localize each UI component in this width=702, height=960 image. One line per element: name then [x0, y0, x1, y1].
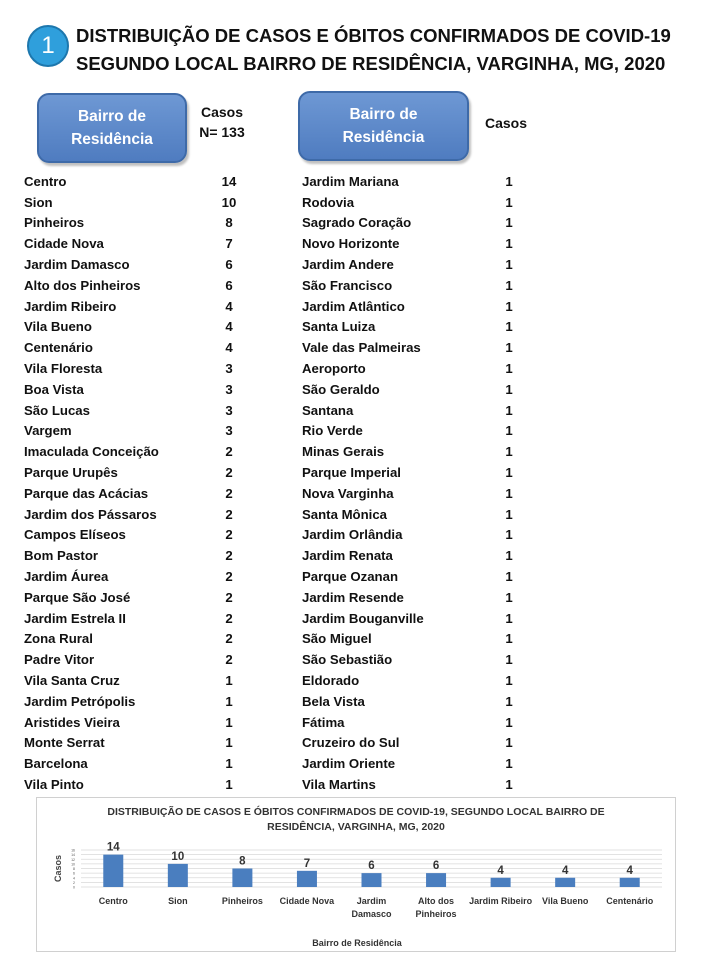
- x-tick-label: Alto dos: [418, 896, 455, 906]
- case-count: 1: [505, 402, 513, 418]
- chart-title-line-1: DISTRIBUIÇÃO DE CASOS E ÓBITOS CONFIRMADOS DE COVID-19, SEGUNDO LOCAL BAIRRO DE: [107, 806, 605, 818]
- case-count: 1: [225, 673, 233, 689]
- neighborhood-name: São Geraldo: [302, 381, 380, 397]
- neighborhood-name: Jardim Andere: [302, 257, 394, 273]
- data-label: 10: [171, 850, 185, 863]
- right-header-line-2: Residência: [342, 129, 425, 146]
- neighborhood-name: Nova Varginha: [302, 485, 394, 501]
- table-row: [24, 275, 264, 296]
- case-count: 1: [505, 485, 513, 501]
- case-count: 1: [505, 506, 513, 522]
- x-tick-label: Centenário: [606, 896, 654, 906]
- chart-container: [36, 797, 676, 952]
- case-count: 1: [505, 298, 513, 314]
- bar: [620, 878, 640, 887]
- case-count: 4: [225, 298, 233, 314]
- data-label: 4: [497, 864, 504, 877]
- case-count: 2: [225, 506, 233, 522]
- data-label: 6: [368, 860, 375, 873]
- case-count: 4: [225, 319, 233, 335]
- table-row: [24, 629, 264, 650]
- badge: 1: [27, 25, 69, 67]
- table-row: [302, 171, 542, 192]
- neighborhood-name: Jardim dos Pássaros: [24, 506, 157, 522]
- table-row: [24, 649, 264, 670]
- neighborhood-name: Eldorado: [302, 673, 360, 689]
- case-count: 2: [225, 589, 233, 605]
- neighborhood-name: Alto dos Pinheiros: [24, 277, 141, 293]
- bar: [491, 878, 511, 887]
- case-count: 1: [505, 548, 513, 564]
- case-count: 1: [505, 277, 513, 293]
- table-row: [24, 192, 264, 213]
- y-tick-label: 2: [73, 880, 75, 885]
- table-row: [24, 670, 264, 691]
- table-row: [24, 421, 264, 442]
- neighborhood-name: Cidade Nova: [24, 236, 104, 252]
- table-row: [24, 379, 264, 400]
- table-row: [24, 483, 264, 504]
- table-row: [302, 629, 542, 650]
- neighborhood-name: Parque São José: [24, 589, 131, 605]
- case-count: 8: [225, 215, 233, 231]
- case-count: 1: [225, 735, 233, 751]
- table-row: [24, 171, 264, 192]
- table-row: [24, 545, 264, 566]
- neighborhood-name: São Sebastião: [302, 652, 393, 668]
- table-row: [302, 317, 542, 338]
- data-label: 4: [626, 864, 633, 877]
- table-row: [302, 358, 542, 379]
- left-header-line-1: Bairro de: [77, 108, 147, 125]
- case-count: 2: [225, 569, 233, 585]
- neighborhood-name: São Miguel: [302, 631, 372, 647]
- neighborhood-name: Parque Ozanan: [302, 569, 399, 585]
- table-row: [24, 441, 264, 462]
- neighborhood-name: Rodovia: [302, 194, 355, 210]
- neighborhood-name: Zona Rural: [24, 631, 93, 647]
- left-header-box: [37, 93, 187, 163]
- neighborhood-name: Centenário: [24, 340, 93, 356]
- case-count: 6: [225, 277, 233, 293]
- page-title: [76, 22, 696, 78]
- x-tick-label: Damasco: [351, 909, 392, 919]
- neighborhood-name: Vale das Palmeiras: [302, 340, 421, 356]
- case-count: 1: [505, 423, 513, 439]
- table-row: [24, 358, 264, 379]
- neighborhood-name: Santa Mônica: [302, 506, 388, 522]
- table-row: [302, 192, 542, 213]
- case-count: 1: [505, 589, 513, 605]
- data-label: 8: [239, 855, 246, 868]
- bar: [103, 855, 123, 887]
- neighborhood-name: Bela Vista: [302, 693, 365, 709]
- table-row: [24, 608, 264, 629]
- table-row: [24, 296, 264, 317]
- y-tick-label: 12: [71, 857, 75, 862]
- right-table: [302, 171, 542, 795]
- neighborhood-name: Novo Horizonte: [302, 236, 400, 252]
- case-count: 1: [505, 527, 513, 543]
- case-count: 1: [505, 673, 513, 689]
- neighborhood-name: Jardim Ribeiro: [24, 298, 117, 314]
- table-row: [302, 337, 542, 358]
- title-line-2: SEGUNDO LOCAL BAIRRO DE RESIDÊNCIA, VARGINHA, MG, 2020: [76, 53, 666, 74]
- y-axis-label: Casos: [53, 854, 63, 883]
- neighborhood-name: São Francisco: [302, 277, 393, 293]
- case-count: 2: [225, 465, 233, 481]
- left-header-line-2: Residência: [71, 131, 153, 148]
- table-row: [302, 400, 542, 421]
- y-tick-label: 4: [73, 876, 75, 881]
- table-row: [302, 774, 542, 795]
- neighborhood-name: Bom Pastor: [24, 548, 99, 564]
- neighborhood-name: Monte Serrat: [24, 735, 105, 751]
- case-count: 1: [505, 693, 513, 709]
- case-count: 2: [225, 444, 233, 460]
- neighborhood-name: Vila Pinto: [24, 777, 84, 792]
- case-count: 2: [225, 610, 233, 626]
- table-row: [302, 608, 542, 629]
- case-count: 1: [505, 257, 513, 273]
- neighborhood-name: Barcelona: [24, 756, 88, 772]
- case-count: 1: [505, 777, 513, 792]
- neighborhood-name: Vila Bueno: [24, 319, 92, 335]
- case-count: 1: [505, 714, 513, 730]
- table-row: [24, 462, 264, 483]
- data-label: 7: [303, 857, 311, 870]
- case-count: 3: [225, 381, 233, 397]
- table-row: [24, 317, 264, 338]
- case-count: 2: [225, 631, 233, 647]
- neighborhood-name: Campos Elíseos: [24, 527, 126, 543]
- case-count: 1: [505, 465, 513, 481]
- case-count: 1: [505, 381, 513, 397]
- case-count: 1: [505, 340, 513, 356]
- right-header-box: [298, 91, 469, 161]
- case-count: 7: [225, 236, 233, 252]
- case-count: 1: [505, 569, 513, 585]
- table-row: [302, 275, 542, 296]
- y-tick-label: 6: [73, 871, 75, 876]
- case-count: 1: [505, 652, 513, 668]
- x-tick-label: Jardim Ribeiro: [469, 896, 533, 906]
- neighborhood-name: Vila Martins: [302, 777, 376, 792]
- case-count: 14: [221, 173, 237, 189]
- left-casos-total: N= 133: [199, 124, 245, 140]
- table-row: [302, 504, 542, 525]
- table-row: [302, 566, 542, 587]
- data-label: 6: [432, 860, 440, 873]
- bar: [426, 873, 446, 887]
- table-row: [24, 753, 264, 774]
- x-tick-label: Centro: [98, 896, 128, 906]
- neighborhood-name: Jardim Estrela II: [24, 610, 126, 626]
- case-count: 1: [505, 361, 513, 377]
- y-tick-label: 16: [71, 848, 75, 853]
- x-axis-label: Bairro de Residência: [312, 938, 402, 948]
- case-count: 1: [225, 756, 233, 772]
- case-count: 4: [225, 340, 233, 356]
- case-count: 1: [505, 610, 513, 626]
- x-tick-label: Vila Bueno: [541, 896, 589, 906]
- table-row: [24, 733, 264, 754]
- x-tick-label: Cidade Nova: [279, 896, 335, 906]
- neighborhood-name: Jardim Orlândia: [302, 527, 403, 543]
- x-tick-label: Pinheiros: [221, 896, 263, 906]
- x-tick-label: Jardim: [356, 896, 387, 906]
- case-count: 3: [225, 423, 233, 439]
- neighborhood-name: Jardim Resende: [302, 589, 404, 605]
- left-casos-label: Casos: [200, 104, 244, 120]
- neighborhood-name: Pinheiros: [24, 215, 85, 231]
- table-row: [24, 337, 264, 358]
- right-header-line-1: Bairro de: [349, 106, 418, 123]
- data-label: 4: [561, 864, 569, 877]
- table-row: [302, 379, 542, 400]
- neighborhood-name: Jardim Áurea: [24, 569, 109, 585]
- case-count: 1: [505, 756, 513, 772]
- table-row: [302, 233, 542, 254]
- neighborhood-name: Minas Gerais: [302, 444, 385, 460]
- case-count: 2: [225, 548, 233, 564]
- left-casos-header: [190, 102, 254, 142]
- table-row: [302, 421, 542, 442]
- neighborhood-name: São Lucas: [24, 402, 90, 418]
- table-row: [24, 504, 264, 525]
- table-row: [302, 296, 542, 317]
- neighborhood-name: Jardim Petrópolis: [24, 693, 136, 709]
- neighborhood-name: Vila Santa Cruz: [24, 673, 120, 689]
- neighborhood-name: Imaculada Conceição: [24, 444, 159, 460]
- left-table: [24, 171, 264, 795]
- table-row: [24, 213, 264, 234]
- table-row: [302, 213, 542, 234]
- y-tick-label: 8: [73, 867, 75, 871]
- table-row: [24, 774, 264, 795]
- right-casos-header: Casos: [484, 115, 528, 131]
- bar: [362, 873, 382, 887]
- table-row: [302, 462, 542, 483]
- neighborhood-name: Parque Urupês: [24, 465, 118, 481]
- table-row: [302, 649, 542, 670]
- table-row: [302, 670, 542, 691]
- neighborhood-name: Sion: [24, 194, 53, 210]
- table-row: [302, 691, 542, 712]
- neighborhood-name: Parque das Acácias: [24, 485, 149, 501]
- table-row: [302, 525, 542, 546]
- neighborhood-name: Cruzeiro do Sul: [302, 735, 400, 751]
- case-count: 2: [225, 527, 233, 543]
- table-row: [302, 733, 542, 754]
- neighborhood-name: Jardim Bouganville: [302, 610, 424, 626]
- neighborhood-name: Aeroporto: [302, 361, 366, 377]
- bar: [168, 864, 188, 887]
- neighborhood-name: Centro: [24, 173, 67, 189]
- bar: [297, 871, 317, 887]
- table-row: [24, 525, 264, 546]
- case-count: 1: [505, 194, 513, 210]
- table-row: [302, 441, 542, 462]
- neighborhood-name: Fátima: [302, 714, 345, 730]
- neighborhood-name: Parque Imperial: [302, 465, 401, 481]
- y-tick-label: 0: [73, 885, 75, 890]
- neighborhood-name: Aristides Vieira: [24, 714, 120, 730]
- bar: [555, 878, 575, 887]
- x-tick-label: Sion: [168, 896, 188, 906]
- case-count: 2: [225, 652, 233, 668]
- neighborhood-name: Vila Floresta: [24, 361, 103, 377]
- table-row: [24, 233, 264, 254]
- case-count: 3: [225, 361, 233, 377]
- neighborhood-name: Padre Vitor: [24, 652, 95, 668]
- table-row: [302, 545, 542, 566]
- table-row: [24, 566, 264, 587]
- neighborhood-name: Boa Vista: [24, 381, 84, 397]
- neighborhood-name: Vargem: [24, 423, 72, 439]
- case-count: 1: [505, 319, 513, 335]
- case-count: 1: [505, 444, 513, 460]
- case-count: 1: [505, 631, 513, 647]
- table-row: [24, 691, 264, 712]
- table-row: [302, 483, 542, 504]
- table-row: [24, 254, 264, 275]
- case-count: 3: [225, 402, 233, 418]
- y-tick-label: 10: [71, 862, 75, 867]
- bar-chart: [37, 798, 677, 953]
- table-row: [302, 712, 542, 733]
- case-count: 1: [505, 236, 513, 252]
- neighborhood-name: Sagrado Coração: [302, 215, 412, 231]
- y-tick-label: 14: [71, 853, 75, 858]
- x-tick-label: Pinheiros: [415, 909, 457, 919]
- case-count: 2: [225, 485, 233, 501]
- data-label: 14: [106, 841, 120, 854]
- neighborhood-name: Santa Luiza: [302, 319, 376, 335]
- neighborhood-name: Santana: [302, 402, 354, 418]
- table-row: [302, 587, 542, 608]
- neighborhood-name: Jardim Renata: [302, 548, 393, 564]
- case-count: 1: [225, 693, 233, 709]
- neighborhood-name: Rio Verde: [302, 423, 363, 439]
- case-count: 1: [505, 215, 513, 231]
- bar: [232, 869, 252, 888]
- neighborhood-name: Jardim Mariana: [302, 173, 399, 189]
- table-row: [24, 587, 264, 608]
- neighborhood-name: Jardim Oriente: [302, 756, 396, 772]
- case-count: 10: [221, 194, 237, 210]
- neighborhood-name: Jardim Atlântico: [302, 298, 405, 314]
- case-count: 6: [225, 257, 233, 273]
- table-row: [302, 753, 542, 774]
- neighborhood-name: Jardim Damasco: [24, 257, 130, 273]
- case-count: 1: [225, 714, 233, 730]
- table-row: [24, 712, 264, 733]
- table-row: [24, 400, 264, 421]
- case-count: 1: [505, 173, 513, 189]
- case-count: 1: [505, 735, 513, 751]
- title-line-1: DISTRIBUIÇÃO DE CASOS E ÓBITOS CONFIRMADOS DE COVID-19: [76, 25, 671, 46]
- chart-title-line-2: RESIDÊNCIA, VARGINHA, MG, 2020: [267, 821, 445, 833]
- case-count: 1: [225, 777, 233, 792]
- table-row: [302, 254, 542, 275]
